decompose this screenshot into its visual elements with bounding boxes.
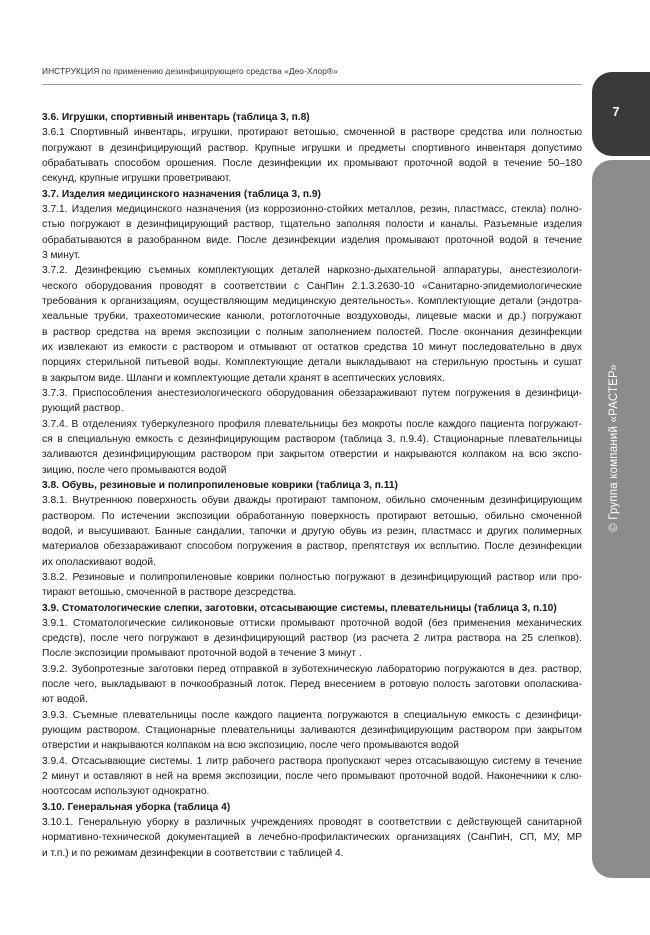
- text-line: 3.9.3. Съемные плевательницы после каждого пациента погружаются в специальную емкость с дезинфици-: [42, 709, 582, 721]
- text-line: зицию, после чего промываются водой: [42, 464, 227, 476]
- section-heading: 3.10. Генеральная уборка (таблица 4): [42, 801, 231, 813]
- text-line: нормативно-технической документацией в лечебно-профилактических организациях (СанПиН, СП, МУ, МР: [42, 832, 582, 844]
- text-line: 3.7.2. Дезинфекцию съемных комплектующих деталей наркозно-дыхательной аппаратуры, анестезиологи-: [42, 265, 582, 277]
- text-line: и т.п.) и по режимам дезинфекции в соответствии с таблицей 4.: [42, 847, 344, 859]
- text-line: водой, и высушивают. Банные сандалии, тапочки и другую обувь из резин, пластмасс и других полимерных: [42, 525, 582, 537]
- text-line: 3 минут.: [42, 249, 81, 261]
- document-body: [42, 110, 582, 861]
- text-line: раствором. По истечении экспозиции обработанную поверхность протирают ветошью, обильно смоченной: [42, 510, 582, 522]
- text-line: хеальные трубки, трахеотомические канюли, ротоглоточные воздуховоды, лицевые маски и др.) погружают: [42, 311, 582, 323]
- text-line: обрабатываются в разобранном виде. После дезинфекции изделия промывают проточной водой в течение: [42, 234, 582, 246]
- text-line: погружают в дезинфицирующий раствор. Крупные игрушки и предметы спортивного инвентаря допустимо: [42, 142, 582, 154]
- text-line: обрабатывать способом орошения. После дезинфекции их промывают проточной водой в течение 50–180: [42, 157, 582, 169]
- text-line: 3.9.1. Стоматологические силиконовые оттиски промывают проточной водой (без применения механических: [42, 617, 582, 629]
- text-line: ют водой.: [42, 694, 88, 706]
- text-line: 3.8.2. Резиновые и полипропиленовые коврики полностью погружают в дезинфицирующий раствор или про-: [42, 571, 582, 583]
- text-line: После экспозиции промывают проточной водой в течение 3 минут .: [42, 648, 362, 660]
- text-line: 2 минут и оставляют в ней на время экспозиции, после чего промывают проточной водой. Наконечники к слю-: [42, 771, 582, 783]
- text-line: ся в специальную емкость с дезинфицирующим раствором (таблица 3, п.9.4). Стационарные плевательницы: [42, 433, 582, 445]
- text-line: в раствор средства на время экспозиции с полным заполнением полостей. После окончания дезинфекции: [42, 326, 582, 338]
- text-line: ческого оборудования проводят в соответствии с СанПин 2.1.3.2630-10 «Санитарно-эпидемиологические: [42, 280, 582, 292]
- running-header: ИНСТРУКЦИЯ по применению дезинфицирующего средства «Део-Хлор®»: [42, 66, 338, 76]
- text-line: тирают ветошью, смоченной в растворе дезсредства.: [42, 587, 297, 599]
- text-line: рующий раствор.: [42, 403, 124, 415]
- section-heading: 3.8. Обувь, резиновые и полипропиленовые коврики (таблица 3, п.11): [42, 479, 398, 491]
- text-line: отверстии и накрываются колпаком на всю экспозицию, после чего промываются водой: [42, 740, 459, 752]
- text-line: рующим раствором. Стационарные плевательницы заливаются дезинфицирующим раствором при закрытом: [42, 725, 582, 737]
- text-line: в закрытом виде. Шланги и комплектующие детали хранят в асептических условиях.: [42, 372, 445, 384]
- text-line: 3.7.3. Приспособления анестезиологического оборудования обеззараживают путем погружения в дезинфици-: [42, 387, 582, 399]
- section-heading: 3.9. Стоматологические слепки, заготовки, отсасывающие системы, плевательницы (таблица 3, п.10): [42, 602, 557, 614]
- text-line: их ополаскивают водой.: [42, 556, 156, 568]
- side-band: [592, 160, 650, 878]
- text-line: порциях стерильной питьевой воды. Комплектующие детали выкладывают на стерильную простынь и сушат: [42, 357, 582, 369]
- text-line: секунд, крупные игрушки проветривают.: [42, 173, 232, 185]
- text-line: заливаются дезинфицирующим раствором при закрытом отверстии и накрываются колпаком на всю экспо-: [42, 449, 582, 461]
- text-line: материалов обеззараживают способом погружения в раствор, препятствуя их всплытию. После дезинфекции: [42, 541, 582, 553]
- section-heading: 3.7. Изделия медицинского назначения (таблица 3, п.9): [42, 188, 321, 200]
- text-line: средств), после чего погружают в дезинфицирующий раствор (из расчета 2 литра раствора на 25 слепков).: [42, 633, 582, 645]
- copyright-text: © Группа компаний «РАСТЕР»: [608, 364, 620, 532]
- text-line: после чего, выкладывают в почкообразный лоток. Перед внесением в ротовую полость заготовки ополаскива-: [42, 679, 582, 691]
- text-line: 3.7.4. В отделениях туберкулезного профиля плевательницы без мокроты после каждого пациента погружают-: [42, 418, 582, 430]
- text-line: 3.9.4. Отсасывающие системы. 1 литр рабочего раствора пропускают через отсасывающую систему в течение: [42, 755, 582, 767]
- text-line: стью погружают в дезинфицирующий раствор, тщательно заполняя полости и каналы. Разъемные изделия: [42, 219, 582, 231]
- text-line: 3.7.1. Изделия медицинского назначения (из коррозионно-стойких металлов, резин, пластмасс, стекла) полно-: [42, 203, 582, 215]
- page-number: 7: [612, 104, 620, 119]
- section-heading: 3.6. Игрушки, спортивный инвентарь (таблица 3, п.8): [42, 112, 310, 123]
- text-line: 3.6.1 Спортивный инвентарь, игрушки, протирают ветошью, смоченной в растворе средства или полностью: [42, 127, 582, 139]
- text-line: 3.10.1. Генеральную уборку в различных учреждениях проводят в соответствии с действующей санитарной: [42, 817, 582, 829]
- text-line: 3.9.2. Зубопротезные заготовки перед отправкой в зуботехническую лабораторию погружаются в дез. раствор,: [42, 663, 582, 675]
- text-line: их извлекают из емкости с раствором и отмывают от остатков средства 10 минут последовательно в двух: [42, 341, 582, 353]
- text-line: требования к организациям, осуществляющим медицинскую деятельность». Комплектующие детали (эндотра-: [42, 295, 582, 307]
- text-line: 3.8.1. Внутреннюю поверхность обуви дважды протирают тампоном, обильно смоченным дезинфицирующим: [42, 495, 582, 507]
- header-divider: [42, 84, 582, 85]
- page-number-tab: [592, 72, 650, 156]
- text-line: ноотсосам используют однократно.: [42, 786, 210, 798]
